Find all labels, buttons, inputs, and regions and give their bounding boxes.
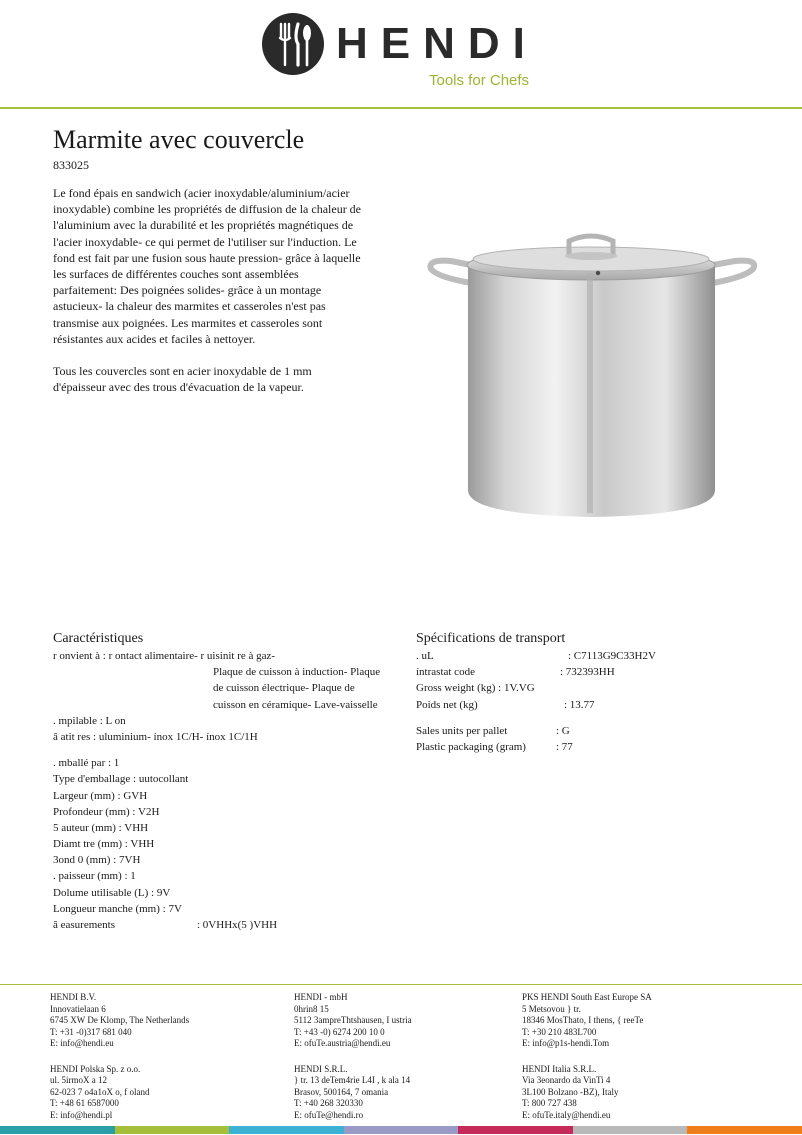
office-line: 5 Metsovou } tr. bbox=[522, 1003, 581, 1014]
characteristics-title: Caractéristiques bbox=[53, 631, 144, 646]
color-bar-segment bbox=[0, 1126, 115, 1134]
office-phone: T: +31 -0)317 681 040 bbox=[50, 1026, 132, 1037]
office-line: Innovatielaan 6 bbox=[50, 1003, 106, 1014]
transport-label: íntrastat code bbox=[416, 666, 475, 679]
color-bar-segment bbox=[687, 1126, 802, 1134]
footer-divider bbox=[0, 984, 802, 985]
hendi-logo-icon bbox=[262, 13, 324, 75]
transport-row bbox=[416, 648, 716, 664]
office-line: Brasov, 500164, 7 omania bbox=[294, 1086, 389, 1097]
office-line: ul. 5irmoX a 12 bbox=[50, 1075, 107, 1085]
measurements-row bbox=[53, 917, 380, 933]
color-bar-segment bbox=[229, 1126, 344, 1134]
office-name: PKS HENDI South East Europe SA bbox=[522, 992, 652, 1002]
office-email: E: info@hendi.pl bbox=[50, 1109, 113, 1120]
transport-value: : 13.77 bbox=[564, 698, 595, 711]
office-email: E: info@p1s-hendi.Tom bbox=[522, 1038, 610, 1048]
transport-row bbox=[416, 680, 716, 696]
transport-row bbox=[416, 739, 716, 755]
spec-line: Type d'emballage : uutocollant bbox=[53, 773, 189, 786]
transport-value: : 77 bbox=[556, 740, 573, 753]
color-bar-segment bbox=[115, 1126, 230, 1134]
page-header bbox=[0, 0, 802, 108]
footer-color-bar bbox=[0, 1126, 802, 1134]
transport-value: : C7113G9C33H2V bbox=[568, 650, 656, 662]
spec-line: . paisseur (mm) : 1 bbox=[53, 870, 136, 883]
spec-line: r onvient à : r ontact alimentaire- r uisinit re à gaz- bbox=[53, 650, 276, 662]
description-paragraph: Tous les couvercles sont en acier inoxydable de 1 mm d'épaisseur avec des trous d'évacuation de la vapeur. bbox=[53, 364, 312, 395]
transport-label: Plastic packaging (gram) bbox=[416, 740, 526, 753]
office-name: HENDI B.V. bbox=[50, 992, 97, 1002]
transport-row bbox=[416, 664, 716, 680]
footer-column bbox=[522, 992, 752, 1135]
spec-line: Profondeur (mm) : V2H bbox=[53, 805, 160, 818]
transport-label: Sales units per pallet bbox=[416, 724, 508, 737]
measurements-label: â easurements bbox=[53, 919, 115, 931]
spec-line: Plaque de cuisson à induction- Plaque bbox=[213, 666, 381, 679]
color-bar-segment bbox=[573, 1126, 688, 1134]
footer-column bbox=[50, 992, 280, 1135]
description-paragraph: Le fond épais en sandwich (acier inoxydable/aluminium/acier inoxydable) combine les propriétés de diffusion de la chaleur de l'aluminium avec la durabilité et les propriétés magnétiques de l'acier inoxydable- ce qui permet de l'utiliser sur l'induction. Le fond est fait par une fusion sous haute pression- grâce à laquelle les surfaces de différentes couches sont assemblées parfaitement: Des poignées solides- grâce à un montage astucieux- la chaleur des marmites et casseroles n'est pas transmise aux poignées. Les marmites et casseroles sont résistantes aux acides et faciles à nettoyer. bbox=[53, 186, 362, 346]
office-phone: T: +48 61 6587000 bbox=[50, 1098, 119, 1108]
office-line: 18346 MosThato, I thens, { reeTe bbox=[522, 1015, 644, 1025]
office-line: Via 3eonardo da VinTi 4 bbox=[522, 1075, 611, 1085]
office-phone: T: +30 210 483L700 bbox=[522, 1026, 597, 1037]
office-address bbox=[50, 992, 280, 1050]
characteristics-list bbox=[53, 648, 380, 933]
office-name: HENDI S.R.L. bbox=[294, 1063, 348, 1074]
spec-line: 3ond 0 (mm) : 7VH bbox=[53, 854, 141, 867]
office-name: HENDI Polska Sp. z o.o. bbox=[50, 1063, 141, 1074]
transport-label: Gross weight (kg) : 1V.VG bbox=[416, 682, 535, 695]
spec-line: 5 auteur (mm) : VHH bbox=[53, 821, 149, 834]
spec-line: Dolume utilisable (L) : 9V bbox=[53, 886, 171, 899]
brand-tagline: Tools for Chefs bbox=[429, 72, 530, 89]
spec-line: de cuisson électrique- Plaque de bbox=[213, 682, 355, 695]
header-divider bbox=[0, 107, 802, 109]
office-address bbox=[50, 1064, 280, 1122]
office-phone: T: +43 -0) 6274 200 10 0 bbox=[294, 1026, 385, 1037]
product-description bbox=[53, 185, 363, 411]
transport-label: . uL bbox=[416, 650, 434, 662]
stock-pot-image bbox=[423, 225, 763, 530]
spec-line: Largeur (mm) : GVH bbox=[53, 789, 148, 802]
office-line: 62-023 7 o4a1oX o, f oland bbox=[50, 1086, 150, 1097]
office-name: HENDI - mbH bbox=[294, 992, 348, 1002]
office-line: 3L100 Bolzano -BZ), Italy bbox=[522, 1086, 619, 1097]
transport-value: : 732393HH bbox=[560, 666, 615, 679]
spec-line: Longueur manche (mm) : 7V bbox=[53, 902, 182, 915]
office-address bbox=[522, 992, 752, 1050]
spec-line: Diamt tre (mm) : VHH bbox=[53, 838, 155, 851]
office-phone: T: +40 268 320330 bbox=[294, 1098, 363, 1108]
office-phone: T: 800 727 438 bbox=[522, 1098, 577, 1108]
product-sku: 833025 bbox=[53, 158, 89, 172]
spec-line: â atit res : uluminium- ínox 1C/H- ínox 1C/1H bbox=[53, 730, 258, 743]
color-bar-segment bbox=[344, 1126, 459, 1134]
office-line: 0hrin8 15 bbox=[294, 1003, 329, 1014]
office-line: } tr. 13 deTem4rie L4I , k ala 14 bbox=[294, 1075, 411, 1085]
office-address bbox=[522, 1064, 752, 1122]
transport-value: : G bbox=[556, 724, 570, 737]
office-address bbox=[294, 1064, 524, 1122]
transport-label: Poids net (kg) bbox=[416, 698, 478, 711]
office-name: HENDI Italia S.R.L. bbox=[522, 1063, 597, 1074]
measurements-value: : 0VHHx(5 )VHH bbox=[197, 919, 278, 931]
product-title: Marmite avec couvercle bbox=[53, 125, 305, 154]
office-line: 5112 3ampreThtshausen, I ustria bbox=[294, 1015, 412, 1025]
transport-row bbox=[416, 697, 716, 713]
transport-title: Spécifications de transport bbox=[416, 631, 566, 646]
transport-list bbox=[416, 648, 716, 755]
office-email: E: ofuTe.italy@hendi.eu bbox=[522, 1109, 611, 1120]
transport-row bbox=[416, 723, 716, 739]
spec-line: cuisson en céramique- Lave-vaisselle bbox=[213, 698, 378, 711]
office-email: E: ofuTe@hendi.ro bbox=[294, 1109, 364, 1120]
office-line: 6745 XW De Klomp, The Netherlands bbox=[50, 1015, 190, 1025]
office-email: E: ofuTe.austria@hendi.eu bbox=[294, 1038, 391, 1048]
spec-line: . mpilable : L on bbox=[53, 714, 126, 727]
brand-name: HENDI bbox=[336, 19, 538, 68]
office-address bbox=[294, 992, 524, 1050]
color-bar-segment bbox=[458, 1126, 573, 1134]
spec-line: . mballé par : 1 bbox=[53, 757, 120, 770]
footer-column bbox=[294, 992, 524, 1135]
office-email: E: info@hendi.eu bbox=[50, 1038, 114, 1048]
